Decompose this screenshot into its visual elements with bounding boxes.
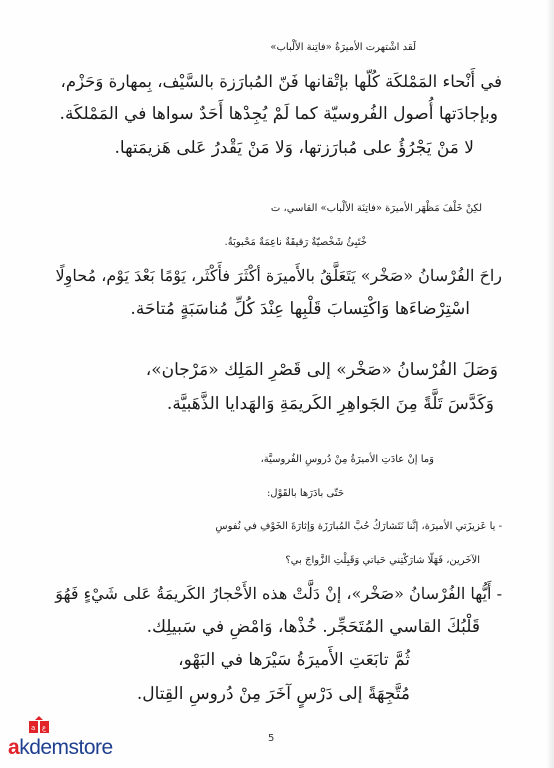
text-line: لَقد اشْتهرت الأميرَةُ «فاتِنة الألْباب»	[270, 42, 416, 53]
text-line: اسْتِرْضاءَها وَاكْتِسابَ قَلْبِها عِنْدَ كُلِّ مُناسَبَةٍ مُتاحَة.	[130, 298, 470, 319]
text-line: خْتَبِئُ شَخْصيّةٌ رَقيقَةٌ ناعِمَةٌ مَحْبوبَةٌ.	[224, 236, 367, 248]
book-logo-icon	[28, 716, 50, 736]
text-line: ثُمَّ تابَعَتِ الأَميرَةُ سَيْرَها في البَهْو،	[178, 650, 410, 670]
text-line: وبإجادَتها أُصول الفُروسيّة كما لَمْ يُجِدْها أَحَدٌ سواها في المَمْلكَة.	[59, 104, 498, 124]
paragraph-4	[55, 443, 502, 711]
paragraph-3	[146, 354, 502, 421]
page-edge-shadow	[546, 0, 554, 768]
publisher-logo	[6, 716, 156, 760]
publisher-logo-text: akdemstore	[8, 736, 113, 759]
text-line: في أَنْحاء المَمْلكَة كُلّها بإتْقانها فَنّ المُبارَزة بالسَّيْف، بِمهارة وَحَزْم،	[60, 71, 502, 91]
text-line: لكِنْ خَلْفَ مَظْهَر الأميرَة «فاتِنَة الألْباب» القاسي، ت	[270, 203, 482, 214]
text-line: الآخَرين، فَهَلّا شارَكْتِني حَياتي وَقَبِلْتِ الزَّواجَ بي؟	[285, 554, 480, 566]
text-line: وَكَدَّسَ تَلَّةً مِنَ الجَواهِرِ الكَريمَةِ وَالهَدايا الذَّهَبيَّة.	[166, 393, 494, 414]
text-line: وَصَلَ الفُرْسانُ «صَخْر» إلى قَصْرِ المَلِك «مَرْجان»،	[145, 360, 498, 380]
text-line: حَتّى بادَرَها بالقَوْل:	[266, 487, 344, 499]
svg-text:ع: ع	[42, 724, 47, 732]
text-line: راحَ الفُرْسانُ «صَخْر» يَتَعَلَّقُ بالأَميرَة أكْثَرَ فأَكْثَر، يَوْمًا بَعْدَ يَوْم، مُحاوِلًا	[55, 266, 502, 285]
svg-text:a: a	[31, 724, 36, 732]
paragraph-2	[56, 192, 502, 326]
text-line: مُتَّجِهَةً إلى دَرْسٍ آخَرَ مِنْ دُروسِ القِتال.	[136, 683, 410, 704]
paragraph-1	[60, 31, 502, 165]
text-line: - يا عَزيزَتي الأميرَة، إنَّنا نَتَشارَكُ حُبَّ المُبارَزَة وَإثارَةَ الخَوْفِ في نُفوسِ	[215, 521, 502, 532]
text-line: وَما إنْ عادَتِ الأميرَةُ مِنْ دُروسِ الفُروسيَّة،	[260, 454, 434, 465]
text-line: لا مَنْ يَجْرُؤُ على مُبارَزتها، وَلا مَنْ يَقْدرُ عَلى هَزيمَتها.	[114, 137, 474, 158]
text-line: قَلْبُكَ القاسي المُتَحَجِّر. خُذْها، وَامْضِ في سَبيلِك.	[146, 616, 480, 637]
page-number: 5	[268, 733, 275, 744]
text-line: - أَيُّها الفُرْسانُ «صَخْر»، إنْ دَلَّتْ هذه الأَحْجارُ الكَريمَةُ عَلى شَيْءٍ فَهُوَ	[55, 584, 502, 603]
